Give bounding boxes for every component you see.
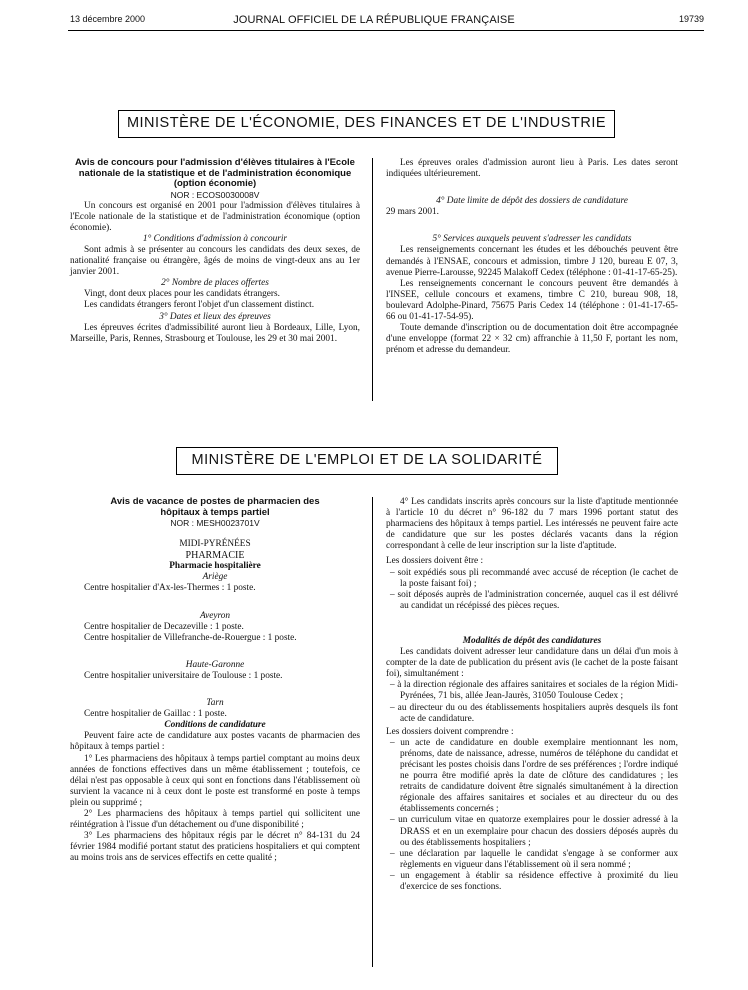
column-divider <box>372 497 373 967</box>
list-item: – un acte de candidature en double exemplaire mentionnant les nom, prénoms, date de naissance, adresse, numéros de téléphone du candidat et précisant les postes choisis dans l'ordre de ses préférences ; l'ordre indiqué ne pourra être modifié après la date de clôture des candidatures ; les retraits de candidature doivent être signalés simultanément à la direction régionale des affaires sanitaires et sociales et au directeur du ou des établissements concernés ; <box>390 737 678 815</box>
hospital-line: Centre hospitalier universitaire de Toulouse : 1 poste. <box>84 670 283 681</box>
paragraph: Toute demande d'inscription ou de documentation doit être accompagnée d'une enveloppe (format 22 × 32 cm) affranchie à 11,50 F, portant les nom, prénom et adresse du demandeur. <box>386 323 678 356</box>
section2-left-column <box>70 497 360 864</box>
section-heading: 2° Nombre de places offertes <box>161 278 269 289</box>
hospital-line: Centre hospitalier de Decazeville : 1 poste. <box>84 621 244 632</box>
paragraph: Les dossiers doivent comprendre : <box>386 726 514 737</box>
paragraph: 3° Les pharmaciens des hôpitaux régis par le décret n° 84-131 du 24 février 1984 modifié portant statut des praticiens hospitaliers et qui comptent au moins trois ans de services effectifs en cette qualité ; <box>70 831 360 864</box>
list-item: – une déclaration par laquelle le candidat s'engage à se conformer aux règlements en vigueur dans l'établissement où il sera nommé ; <box>390 848 678 870</box>
ministry-heading-economie <box>118 110 615 138</box>
section1-right-column <box>386 158 678 356</box>
section-heading: 4° Date limite de dépôt des dossiers de candidature <box>436 196 628 207</box>
paragraph: Les candidats étrangers feront l'objet d'un classement distinct. <box>84 300 315 311</box>
paragraph: Sont admis à se présenter au concours les candidats des deux sexes, de nationalité française ou étrangère, âgés de moins de vingt-deux ans au 1er janvier 2001. <box>70 244 360 278</box>
hospital-line: Centre hospitalier de Villefranche-de-Rouergue : 1 poste. <box>84 632 297 643</box>
ministry-heading-text: MINISTÈRE DE L'EMPLOI ET DE LA SOLIDARITÉ <box>191 452 543 468</box>
ministry-heading-emploi <box>176 447 558 475</box>
specialty-heading: PHARMACIE <box>185 550 245 562</box>
paragraph: 4° Les candidats inscrits après concours sur la liste d'aptitude mentionnée à l'article 10 du décret n° 96-182 du 7 mars 1996 portant statut des pharmaciens des hôpitaux à temps partiel. Les intéressés ne peuvent faire acte de candidature que sur les postes déclarés vacants dans la région correspondant à celle de leur inscription sur la liste d'aptitude. <box>386 497 678 552</box>
section2-right-column <box>386 497 678 893</box>
paragraph: Les renseignements concernant le concours peuvent être demandés à l'INSEE, cellule concours et examens, timbre C 210, bureau 908, 18, boulevard Adolphe-Pinard, 75675 Paris Cedex 14 (téléphone : 01-41-17-65-66 ou 01-41-17-54-95). <box>386 278 678 323</box>
department-heading: Tarn <box>206 698 224 709</box>
nor-reference: NOR : MESH0023701V <box>170 518 260 528</box>
page-number: 19739 <box>678 14 704 24</box>
header-rule <box>68 30 704 31</box>
paragraph: Les candidats doivent adresser leur candidature dans un délai d'un mois à compter de la date de publication du présent avis (le cachet de la poste faisant foi), simultanément : <box>386 647 678 680</box>
section-heading: 3° Dates et lieux des épreuves <box>159 311 271 322</box>
paragraph: Peuvent faire acte de candidature aux postes vacants de pharmacien des hôpitaux à temps partiel : <box>70 731 360 753</box>
list-item: – soit expédiés sous pli recommandé avec accusé de réception (le cachet de la poste faisant foi) ; <box>390 567 678 589</box>
column-divider <box>372 158 373 401</box>
section-heading: Modalités de dépôt des candidatures <box>462 635 602 646</box>
paragraph: Les dossiers doivent être : <box>386 556 484 567</box>
list-item: – à la direction régionale des affaires sanitaires et sociales de la région Midi-Pyrénées, 71 bis, allée Jean-Jaurès, 31050 Toulouse Cedex ; <box>390 680 678 702</box>
journal-title: JOURNAL OFFICIEL DE LA RÉPUBLIQUE FRANÇAISE <box>233 14 515 26</box>
department-heading: Haute-Garonne <box>185 659 245 670</box>
list-item: – au directeur du ou des établissements hospitaliers auprès desquels ils font acte de candidature. <box>390 702 678 724</box>
ministry-heading-text: MINISTÈRE DE L'ÉCONOMIE, DES FINANCES ET DE L'INDUSTRIE <box>126 115 607 131</box>
list-item: – soit déposés auprès de l'administration concernée, auquel cas il est délivré au candidat un récépissé des pièces reçues. <box>390 589 678 611</box>
list-item: – un curriculum vitae en quatorze exemplaires pour le dossier adressé à la DRASS et en un exemplaire pour chacun des dossiers déposés auprès du ou des établissements hospitaliers ; <box>390 815 678 848</box>
paragraph: Les renseignements concernant les études et les débouchés peuvent être demandés à l'ENSAE, concours et admission, timbre J 120, bureau E 07, 3, avenue Pierre-Larousse, 92245 Malakoff Cedex (téléphone : 01-41-17-65-25). <box>386 245 678 278</box>
region-heading: MIDI-PYRÉNÉES <box>179 539 251 550</box>
hospital-line: Centre hospitalier de Gaillac : 1 poste. <box>84 709 227 720</box>
header-date: 13 décembre 2000 <box>70 14 146 24</box>
paragraph: Les épreuves orales d'admission auront lieu à Paris. Les dates seront indiquées ultérieurement. <box>386 158 678 180</box>
section-heading: 1° Conditions d'admission à concourir <box>142 233 288 244</box>
nor-reference: NOR : ECOS0030008V <box>170 189 260 200</box>
paragraph: 29 mars 2001. <box>386 207 439 218</box>
notice-title: Avis de vacance de postes de pharmacien des hôpitaux à temps partiel <box>110 496 320 518</box>
section1-left-column <box>70 158 360 345</box>
hospital-line: Centre hospitalier d'Ax-les-Thermes : 1 poste. <box>84 583 256 594</box>
section-heading: 5° Services auxquels peuvent s'adresser les candidats <box>432 234 632 245</box>
paragraph: Les épreuves écrites d'admissibilité auront lieu à Bordeaux, Lille, Lyon, Marseille, Paris, Rennes, Strasbourg et Toulouse, les 29 et 30 mai 2001. <box>70 322 360 344</box>
department-heading: Aveyron <box>199 610 231 621</box>
paragraph: 2° Les pharmaciens des hôpitaux à temps partiel qui sollicitent une réintégration à l'issue d'un détachement ou d'une disponibilité ; <box>70 808 360 831</box>
paragraph: Vingt, dont deux places pour les candidats étrangers. <box>84 289 280 300</box>
paragraph: 1° Les pharmaciens des hôpitaux à temps partiel comptant au moins deux années de fonctions effectives dans un même établissement ; toutefois, ce délai n'est pas opposable à ceux qui sont en fonctions dans l'établissement où survient la vacance ni à ceux dont le poste est transformé en poste à temps plein ou supprimé ; <box>70 753 360 808</box>
paragraph: Un concours est organisé en 2001 pour l'admission d'élèves titulaires à l'Ecole nationale de la statistique et de l'administration économique (option économie). <box>70 200 360 233</box>
department-heading: Ariège <box>202 572 228 583</box>
subspecialty-heading: Pharmacie hospitalière <box>169 561 261 572</box>
notice-title: Avis de concours pour l'admission d'élèves titulaires à l'Ecole nationale de la statistique et de l'administration économique (option économie) <box>75 157 355 189</box>
list-item: – un engagement à établir sa résidence effective à proximité du lieu d'exercice de ses fonctions. <box>390 870 678 892</box>
section-heading: Conditions de candidature <box>164 720 266 731</box>
